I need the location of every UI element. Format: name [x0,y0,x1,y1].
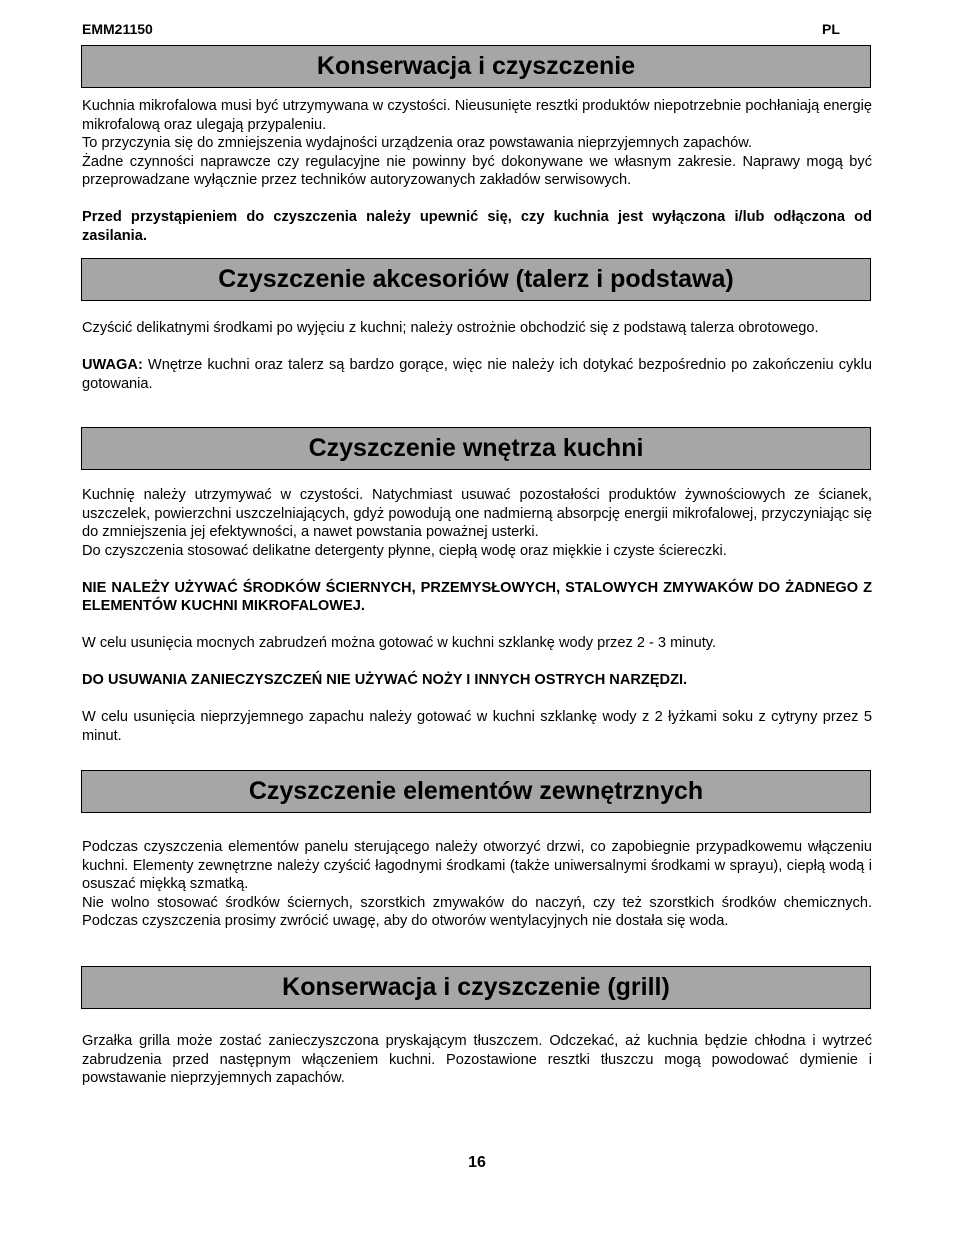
paragraph: To przyczynia się do zmniejszenia wydajności urządzenia oraz powstawania nieprzyjemnych zapachów. [82,135,753,151]
paragraph: Nie wolno stosować środków ściernych, szorstkich zmywaków do naczyń, czy też szorstkich środków chemicznych. Podczas czyszczenia prosimy zwrócić uwagę, aby do otworów wentylacyjnych nie dostała się woda. [82,894,872,929]
section-title: Czyszczenie elementów zewnętrznych [81,770,871,813]
paragraph: Kuchnię należy utrzymywać w czystości. Natychmiast usuwać pozostałości produktów żywnościowych ze ścianek, uszczelek, powierzchni uszczelniających, gdyż powodują one nadmierną absorpcję energii mikrofalowej, przyczyniając się do zmniejszenia jej efektywności, a nawet powstania poważnej usterki. [82,487,872,540]
section-exterior [81,770,873,931]
paragraph: W celu usunięcia nieprzyjemnego zapachu należy gotować w kuchni szklankę wody z 2 łyżkami soku z cytryny przez 5 minut. [82,709,872,744]
paragraph: Podczas czyszczenia elementów panelu sterującego należy otworzyć drzwi, co zapobiegnie przypadkowemu włączeniu kuchni. Elementy zewnętrzne należy czyścić łagodnymi środkami (także uniwersalnymi środkami w sprayu), ciepłą wodą i osuszać miękką szmatką. [82,839,872,892]
warning-paragraph: NIE NALEŻY UŻYWAĆ ŚRODKÓW ŚCIERNYCH, PRZEMYSŁOWYCH, STALOWYCH ZMYWAKÓW DO ŻADNEGO Z ELEMENTÓW KUCHNI MIKROFALOWEJ. [82,579,872,614]
paragraph: Kuchnia mikrofalowa musi być utrzymywana w czystości. Nieusunięte resztki produktów niepotrzebnie pochłaniają energię mikrofalową oraz ulegają przypaleniu. [82,98,872,133]
paragraph: W celu usunięcia mocnych zabrudzeń można gotować w kuchni szklankę wody przez 2 - 3 minuty. [82,635,717,651]
page-number: 16 [468,1154,486,1171]
section-grill [81,966,873,1088]
note-label: UWAGA: [82,357,143,373]
paragraph: Żadne czynności naprawcze czy regulacyjne nie powinny być dokonywane we własnym zakresie. Naprawy mogą być przeprowadzane wyłącznie przez techników autoryzowanych zakładów serwisowych. [82,153,872,188]
paragraph: Do czyszczenia stosować delikatne detergenty płynne, ciepłą wodę oraz miękkie i czyste ściereczki. [82,542,727,559]
section-interior [81,427,873,745]
language-code: PL [822,21,840,37]
section-title: Czyszczenie akcesoriów (talerz i podstawa) [81,258,871,301]
note-paragraph [81,356,873,393]
section-title: Konserwacja i czyszczenie [81,45,871,88]
note-text: Wnętrze kuchni oraz talerz są bardzo gorące, więc nie należy ich dotykać bezpośrednio po zakończeniu cyklu gotowania. [82,357,872,392]
section-accessories [81,258,873,393]
section-title: Czyszczenie wnętrza kuchni [81,427,871,470]
section-title: Konserwacja i czyszczenie (grill) [81,966,871,1009]
paragraph: Grzałka grilla może zostać zanieczyszczona pryskającym tłuszczem. Odczekać, aż kuchnia będzie chłodna i wytrzeć zabrudzenia przed następnym włączeniem kuchni. Pozostawione resztki tłuszczu mogą powodować dymienie i powstawanie nieprzyjemnych zapachów. [82,1033,872,1086]
warning-paragraph: Przed przystąpieniem do czyszczenia należy upewnić się, czy kuchnia jest wyłączona i/lub odłączona od zasilania. [82,209,872,244]
paragraph: Czyścić delikatnymi środkami po wyjęciu z kuchni; należy ostrożnie obchodzić się z podstawą talerza obrotowego. [82,320,819,336]
model-number: EMM21150 [82,21,153,37]
warning-paragraph: DO USUWANIA ZANIECZYSZCZEŃ NIE UŻYWAĆ NOŻY I INNYCH OSTRYCH NARZĘDZI. [82,672,688,688]
section-maintenance [81,45,873,245]
